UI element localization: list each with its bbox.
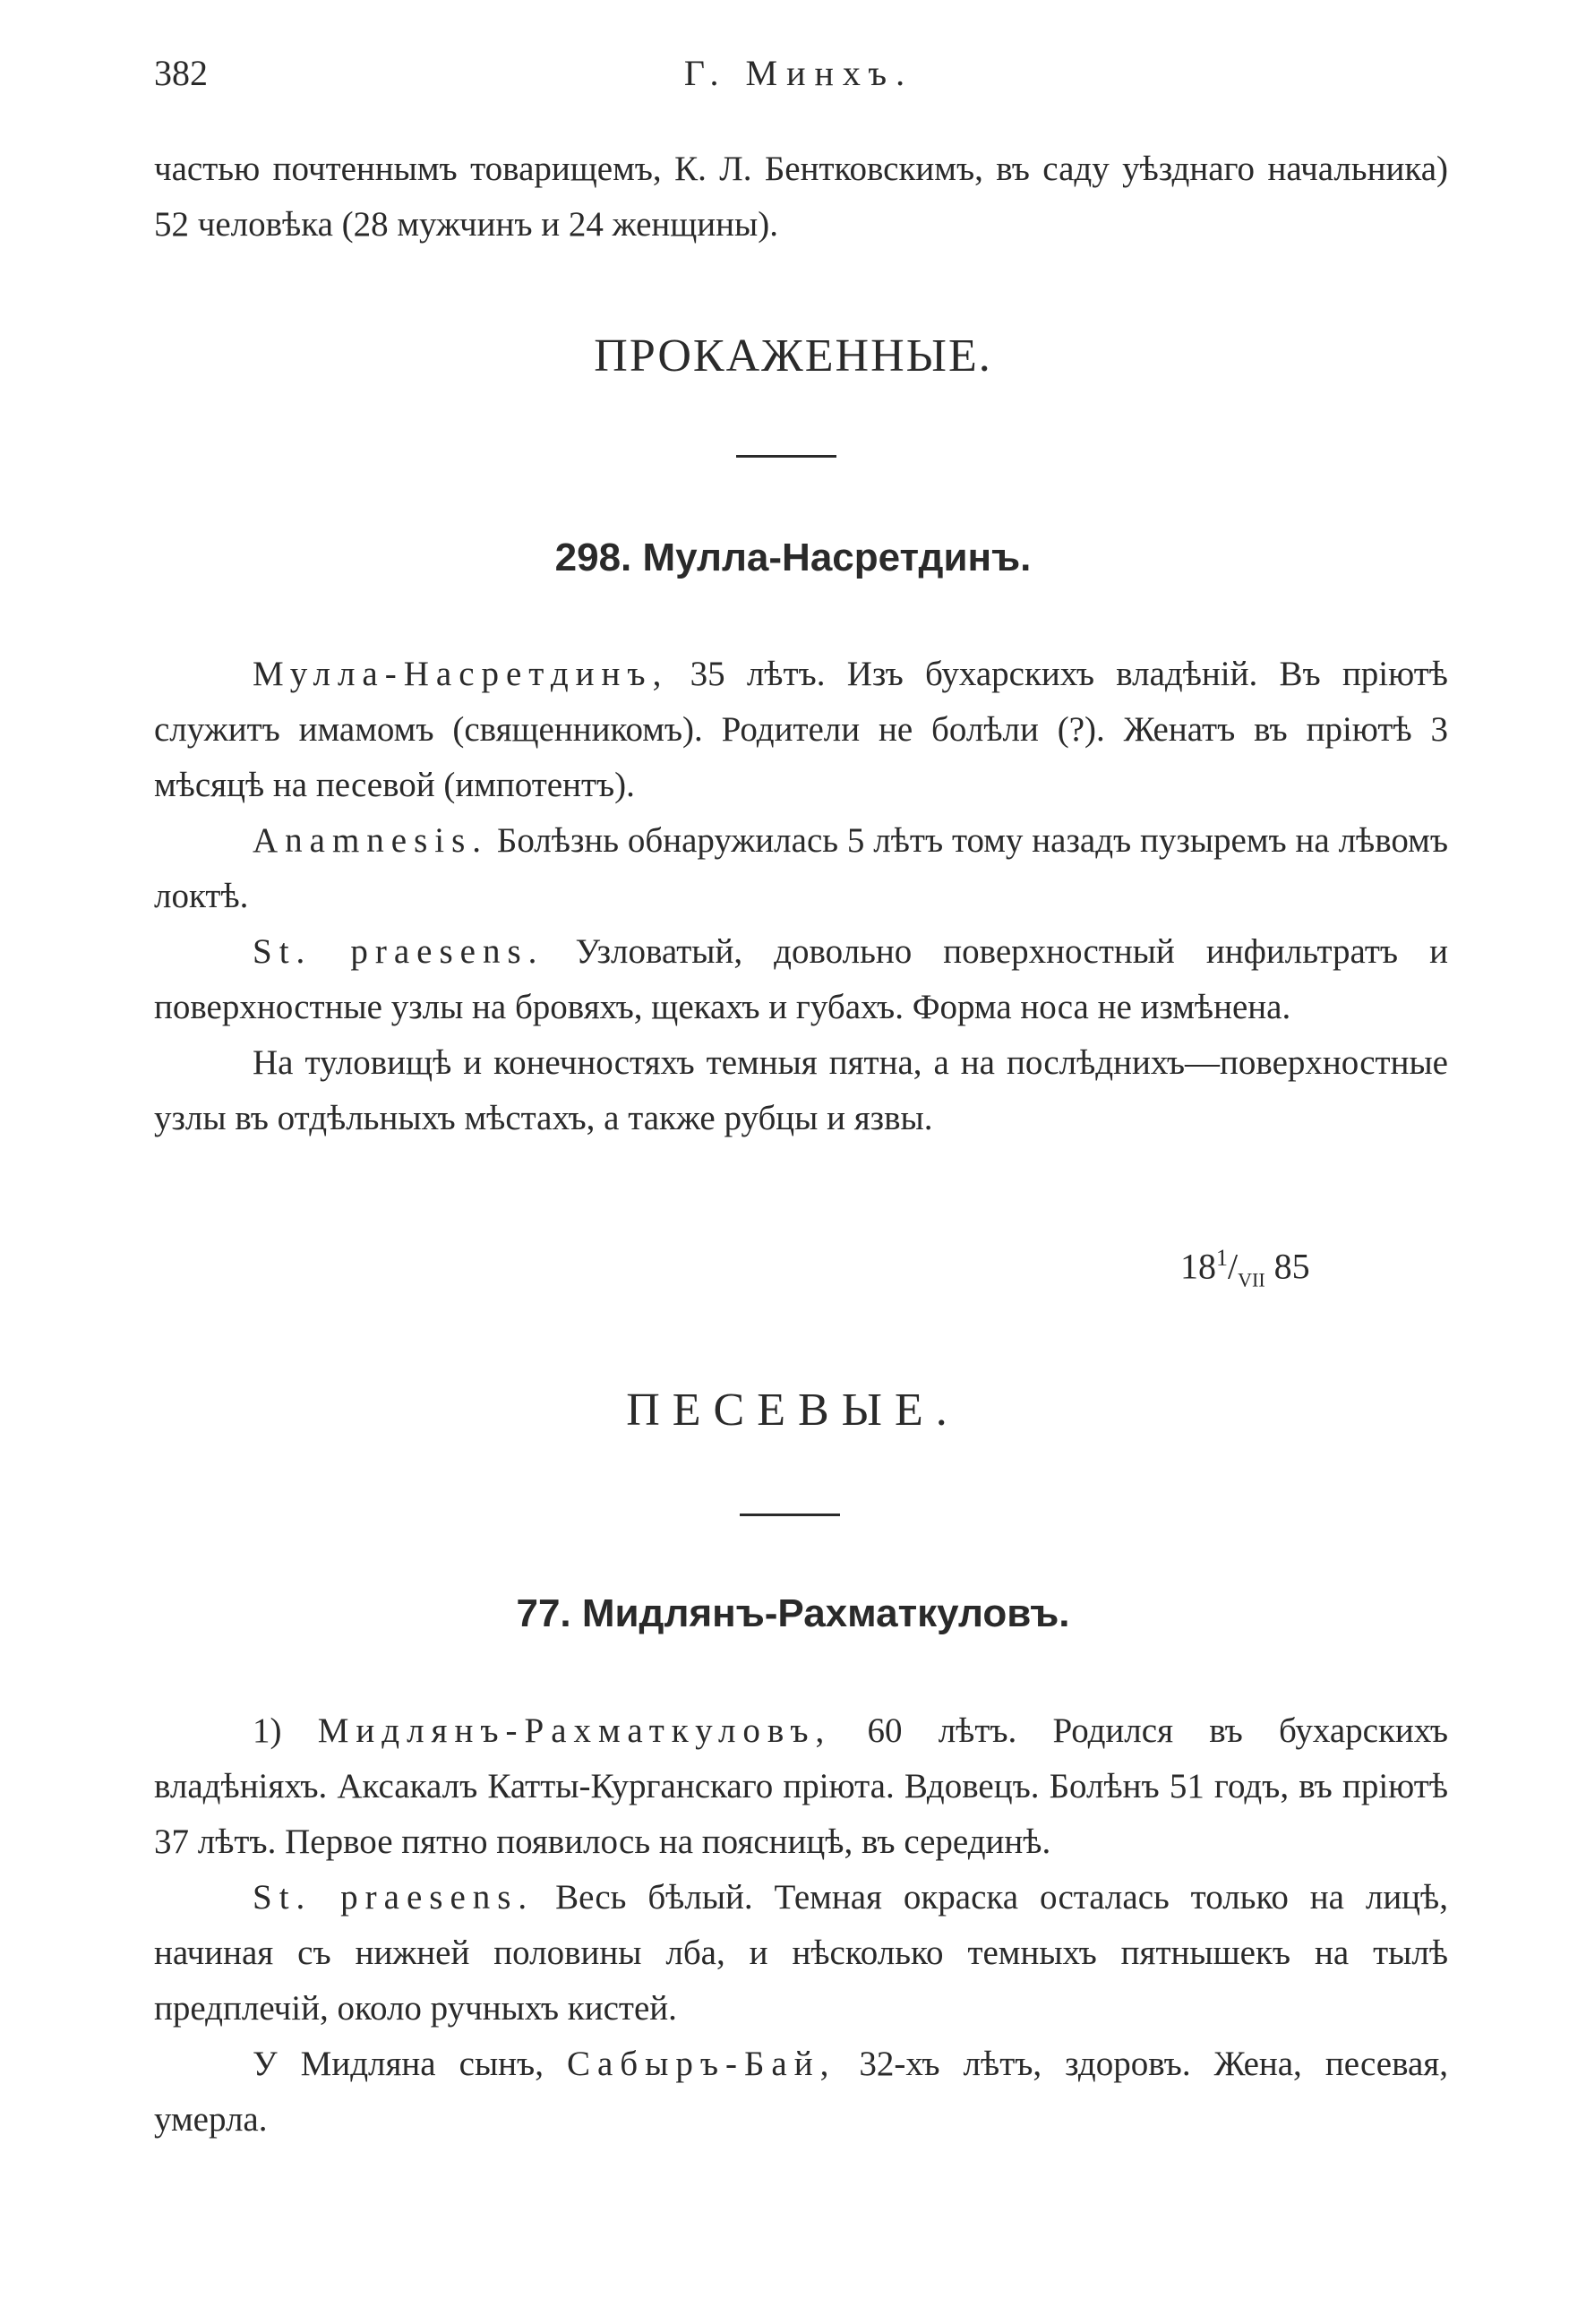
entry-date: $18^1/_{VII}$ 85	[1180, 1245, 1310, 1291]
anamnesis-label: Anamnesis.	[253, 821, 489, 860]
intro-text: частью почтеннымъ товарищемъ, К. Л. Бентковскимъ, въ саду уѣзднаго начальника) 52 человѣка (28 мужчинъ и 24 женщины).	[154, 150, 1448, 244]
paragraph-text: Узловатый, довольно поверхностный инфильтратъ и поверхностные узлы на бровяхъ, щекахъ и губахъ. Форма носа не измѣнена.	[154, 932, 1448, 1026]
patient-name: Мулла-Насретдинъ,	[253, 655, 669, 693]
entry-77-body	[154, 1703, 1448, 2148]
status-praesens-label: St. praesens.	[253, 1878, 535, 1917]
entry-77-paragraph-1	[154, 1703, 1448, 1870]
page-number: 382	[154, 53, 208, 93]
status-praesens-label: St. praesens.	[253, 932, 544, 971]
section-title-leprosy: ПРОКАЖЕННЫЕ.	[594, 330, 992, 382]
patient-name: Мидлянъ-Рахматкуловъ,	[317, 1711, 832, 1750]
date-month: VII	[1238, 1268, 1265, 1291]
date-sup: 1	[1216, 1245, 1228, 1271]
date-day: 18	[1180, 1246, 1216, 1287]
section-divider	[736, 455, 836, 458]
section-divider	[740, 1514, 840, 1516]
paragraph-text: 32-хъ лѣтъ, здоровъ. Жена, песевая, умерла.	[154, 2045, 1448, 2139]
intro-paragraph	[154, 141, 1448, 253]
paragraph-text: 60 лѣтъ. Родился въ бухарскихъ владѣніяхъ. Аксакалъ Катты-Курганскаго пріюта. Вдовецъ. Болѣнъ 51 годъ, въ пріютѣ 37 лѣтъ. Первое пятно появилось на поясницѣ, въ серединѣ.	[154, 1711, 1448, 1861]
running-head: Г. Минхъ.	[683, 53, 914, 93]
paragraph-text: Весь бѣлый. Темная окраска осталась только на лицѣ, начиная съ нижней половины лба, и нѣсколько темныхъ пятнышекъ на тылѣ предплечій, около ручныхъ кистей.	[154, 1878, 1448, 2028]
paragraph-text: Болѣзнь обнаружилась 5 лѣтъ тому назадъ пузыремъ на лѣвомъ локтѣ.	[154, 821, 1448, 915]
entry-298-paragraph-3	[154, 924, 1448, 1035]
paragraph-text: У Мидляна сынъ,	[253, 2045, 567, 2083]
entry-298-paragraph-1	[154, 647, 1448, 813]
entry-77-paragraph-3	[154, 2037, 1448, 2148]
entry-298-paragraph-4: На туловищѣ и конечностяхъ темныя пятна, а на послѣднихъ—поверхностные узлы въ отдѣльныхъ мѣстахъ, а также рубцы и язвы.	[154, 1043, 1448, 1137]
date-year: 85	[1273, 1246, 1310, 1287]
entry-heading-77: 77. Мидлянъ-Рахматкуловъ.	[516, 1591, 1070, 1635]
item-number: 1)	[253, 1711, 282, 1750]
entry-77-paragraph-2	[154, 1870, 1448, 2037]
paragraph-text: 35 лѣтъ. Изъ бухарскихъ владѣній. Въ пріютѣ служитъ имамомъ (священникомъ). Родители не болѣли (?). Женатъ въ пріютѣ 3 мѣсяцѣ на песевой (импотентъ).	[154, 655, 1448, 804]
page-header	[154, 52, 1444, 106]
entry-heading-298: 298. Мулла-Насретдинъ.	[554, 536, 1032, 579]
entry-298-paragraph-2	[154, 813, 1448, 924]
entry-298-body	[154, 647, 1448, 1146]
son-name: Сабыръ-Бай,	[566, 2045, 836, 2083]
section-title-pes: ПЕСЕВЫЕ.	[626, 1385, 960, 1436]
